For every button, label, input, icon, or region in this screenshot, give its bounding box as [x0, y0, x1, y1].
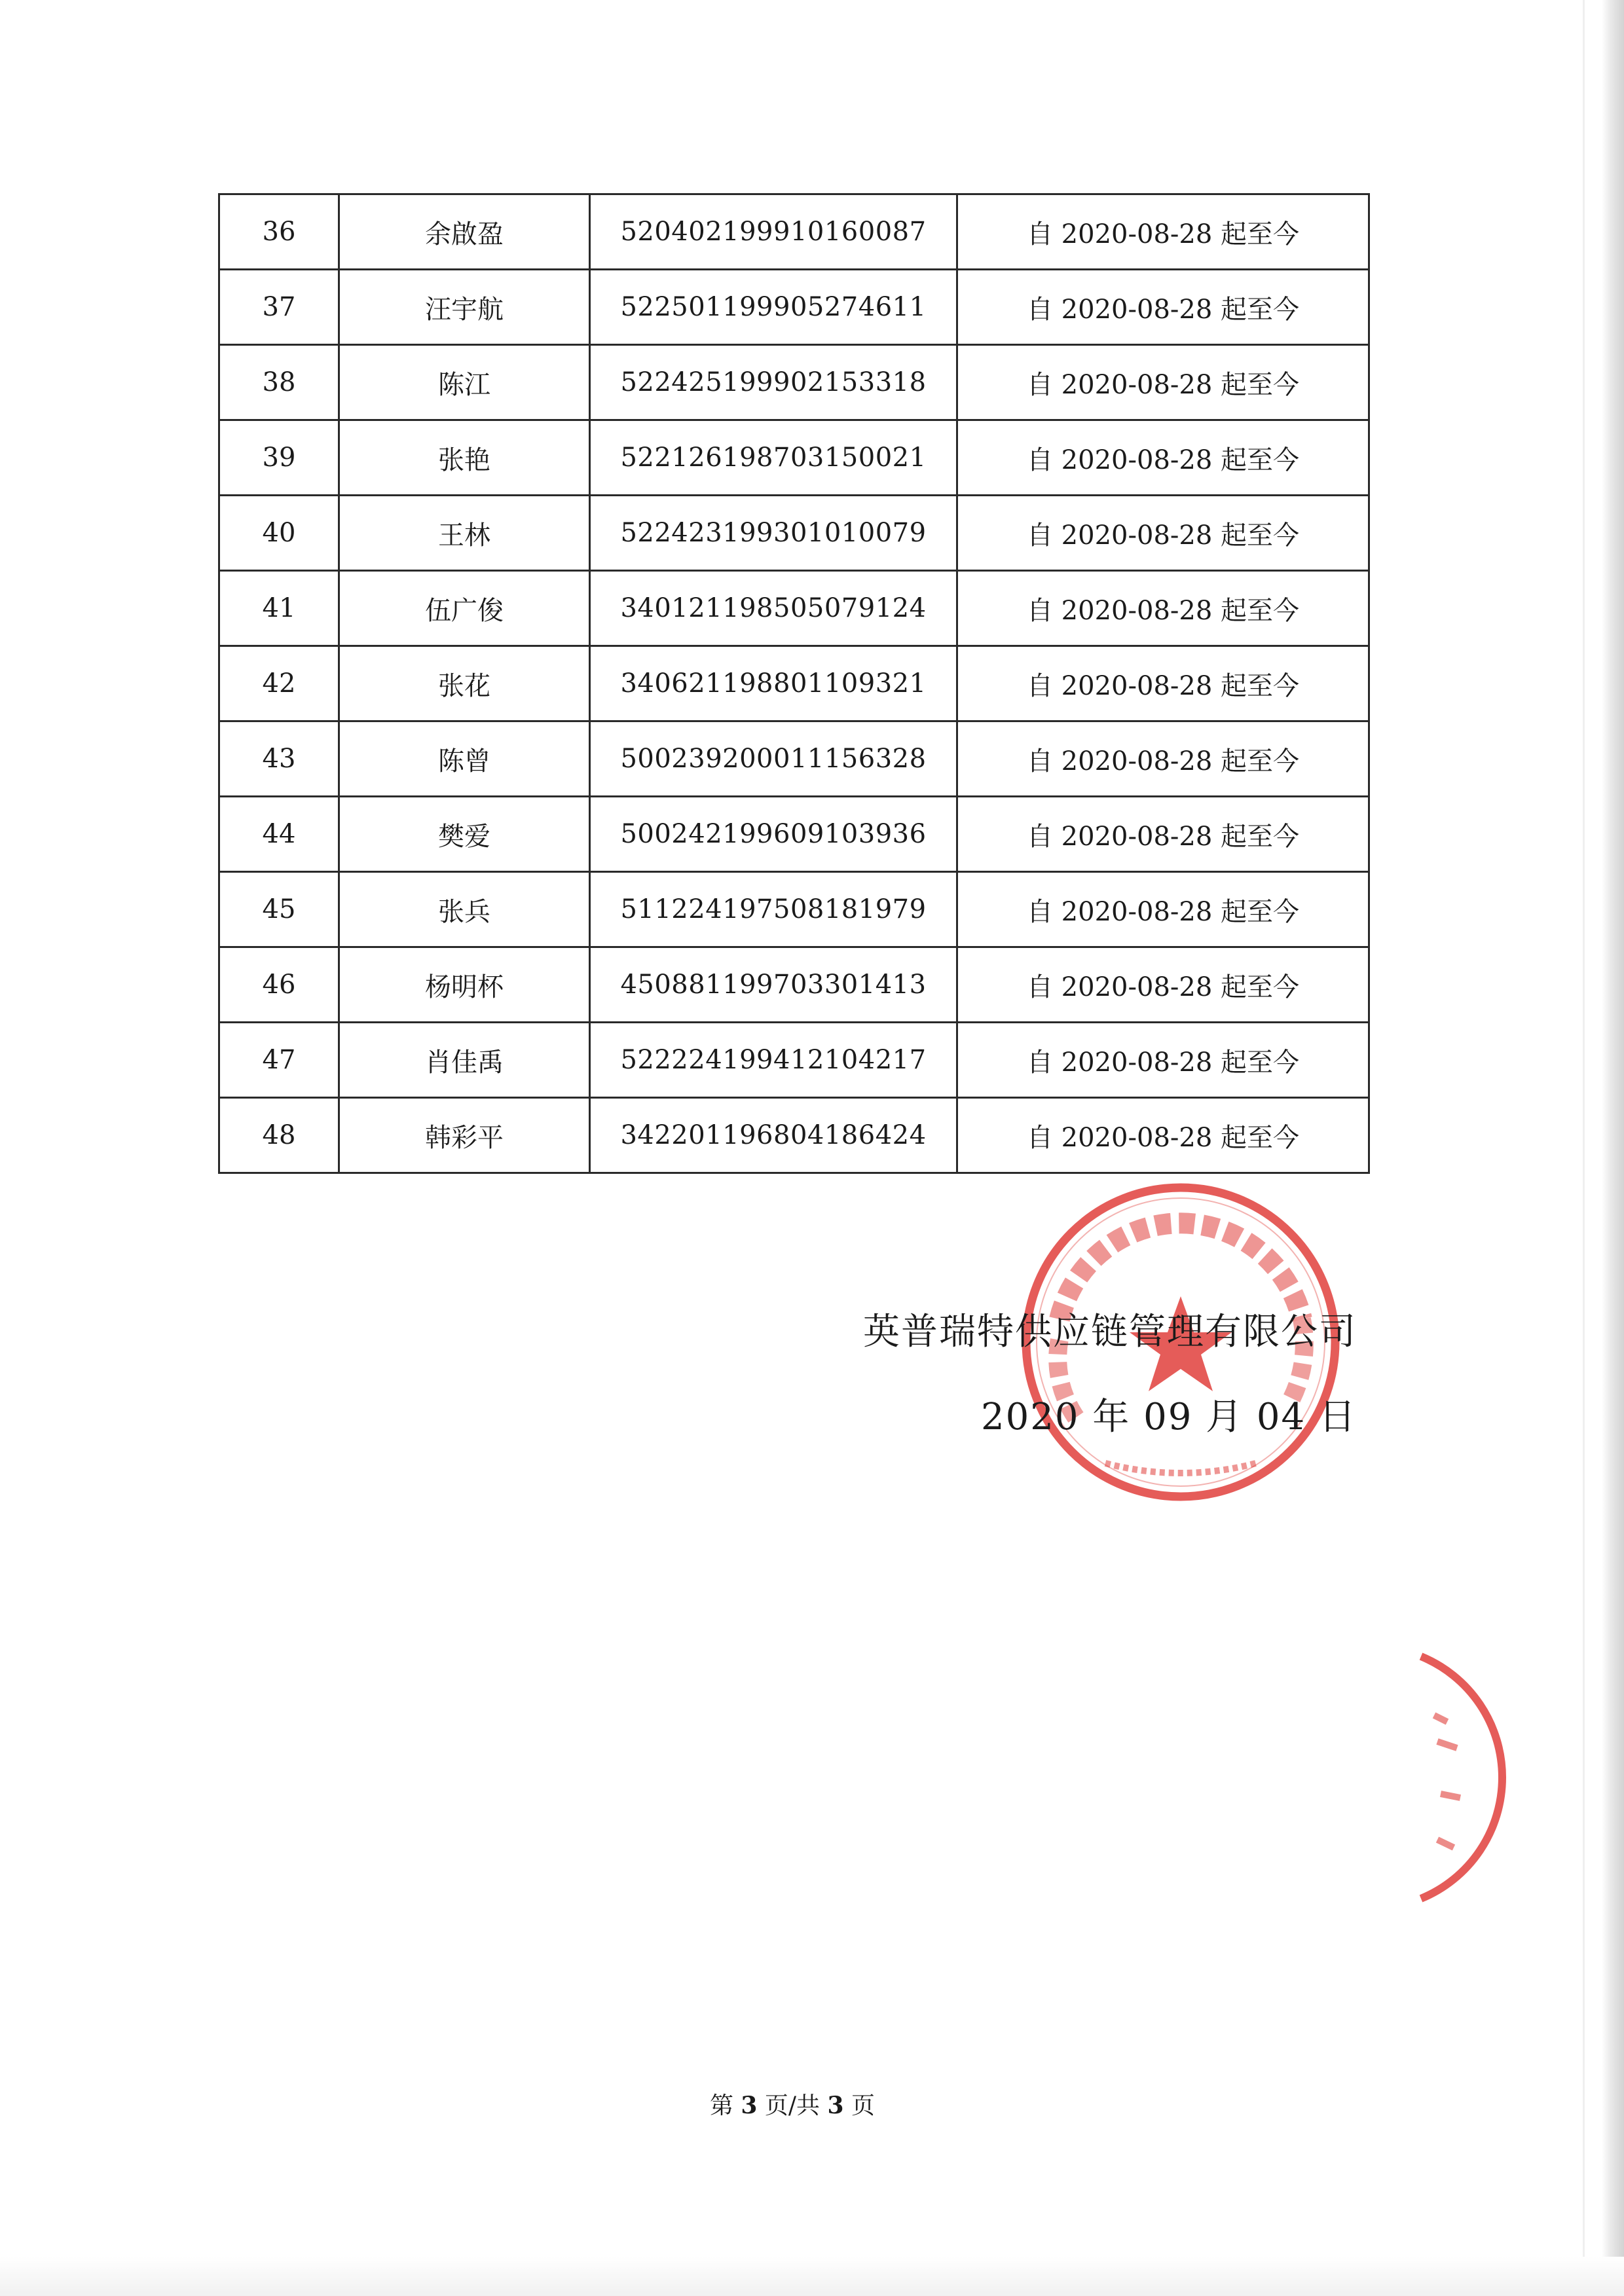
id-number: 500242199609103936 — [590, 797, 957, 872]
employee-name: 张兵 — [339, 872, 590, 947]
id-number: 511224197508181979 — [590, 872, 957, 947]
scan-line — [1583, 0, 1585, 2296]
employment-period: 自 2020-08-28 起至今 — [957, 571, 1369, 646]
table-row — [219, 194, 1369, 270]
table-row — [219, 947, 1369, 1023]
row-number: 40 — [219, 496, 339, 571]
table-row — [219, 571, 1369, 646]
page-suffix: 页 — [851, 2092, 876, 2119]
employment-period: 自 2020-08-28 起至今 — [957, 270, 1369, 345]
page-total: 3 — [827, 2092, 844, 2119]
employee-name: 王林 — [339, 496, 590, 571]
row-number: 43 — [219, 721, 339, 797]
table-row — [219, 1023, 1369, 1098]
employee-name: 汪宇航 — [339, 270, 590, 345]
id-number: 340121198505079124 — [590, 571, 957, 646]
employee-name: 肖佳禹 — [339, 1023, 590, 1098]
row-number: 37 — [219, 270, 339, 345]
employment-period: 自 2020-08-28 起至今 — [957, 194, 1369, 270]
page-middle: 页/共 — [764, 2092, 821, 2119]
employee-name: 伍广俊 — [339, 571, 590, 646]
employee-name: 陈江 — [339, 345, 590, 420]
employment-period: 自 2020-08-28 起至今 — [957, 1023, 1369, 1098]
page-current: 3 — [741, 2092, 758, 2119]
table-row — [219, 872, 1369, 947]
employment-period: 自 2020-08-28 起至今 — [957, 947, 1369, 1023]
scan-edge-shadow — [1602, 0, 1624, 2296]
employee-name: 张艳 — [339, 420, 590, 496]
table-row — [219, 270, 1369, 345]
employment-period: 自 2020-08-28 起至今 — [957, 646, 1369, 721]
employment-period: 自 2020-08-28 起至今 — [957, 496, 1369, 571]
employment-period: 自 2020-08-28 起至今 — [957, 420, 1369, 496]
employment-period: 自 2020-08-28 起至今 — [957, 872, 1369, 947]
scan-bottom-shadow — [0, 2257, 1624, 2296]
employee-name: 樊爱 — [339, 797, 590, 872]
id-number: 342201196804186424 — [590, 1098, 957, 1173]
table-row — [219, 1098, 1369, 1173]
row-number: 39 — [219, 420, 339, 496]
employment-period: 自 2020-08-28 起至今 — [957, 797, 1369, 872]
row-number: 41 — [219, 571, 339, 646]
row-number: 44 — [219, 797, 339, 872]
page-footer — [0, 2087, 1585, 2121]
company-signature: 英普瑞特供应链管理有限公司 — [863, 1311, 1357, 1353]
employee-name: 韩彩平 — [339, 1098, 590, 1173]
id-number: 522501199905274611 — [590, 270, 957, 345]
id-number: 522425199902153318 — [590, 345, 957, 420]
partial-seal — [1408, 1643, 1519, 1912]
employee-name: 陈曾 — [339, 721, 590, 797]
id-number: 500239200011156328 — [590, 721, 957, 797]
table-row — [219, 797, 1369, 872]
id-number: 340621198801109321 — [590, 646, 957, 721]
row-number: 42 — [219, 646, 339, 721]
employee-name: 余啟盈 — [339, 194, 590, 270]
row-number: 38 — [219, 345, 339, 420]
employee-name: 张花 — [339, 646, 590, 721]
table-row — [219, 496, 1369, 571]
employment-period: 自 2020-08-28 起至今 — [957, 345, 1369, 420]
employee-name: 杨明杯 — [339, 947, 590, 1023]
table-row — [219, 345, 1369, 420]
row-number: 46 — [219, 947, 339, 1023]
row-number: 36 — [219, 194, 339, 270]
id-number: 522126198703150021 — [590, 420, 957, 496]
row-number: 48 — [219, 1098, 339, 1173]
id-number: 522224199412104217 — [590, 1023, 957, 1098]
employee-table — [218, 193, 1370, 1174]
row-number: 47 — [219, 1023, 339, 1098]
table-row — [219, 721, 1369, 797]
employment-period: 自 2020-08-28 起至今 — [957, 721, 1369, 797]
signature-date: 2020 年 09 月 04 日 — [980, 1396, 1357, 1438]
page-prefix: 第 — [709, 2092, 733, 2119]
id-number: 522423199301010079 — [590, 496, 957, 571]
table-row — [219, 420, 1369, 496]
id-number: 520402199910160087 — [590, 194, 957, 270]
id-number: 450881199703301413 — [590, 947, 957, 1023]
employee-table-body — [219, 194, 1369, 1173]
table-row — [219, 646, 1369, 721]
employment-period: 自 2020-08-28 起至今 — [957, 1098, 1369, 1173]
row-number: 45 — [219, 872, 339, 947]
